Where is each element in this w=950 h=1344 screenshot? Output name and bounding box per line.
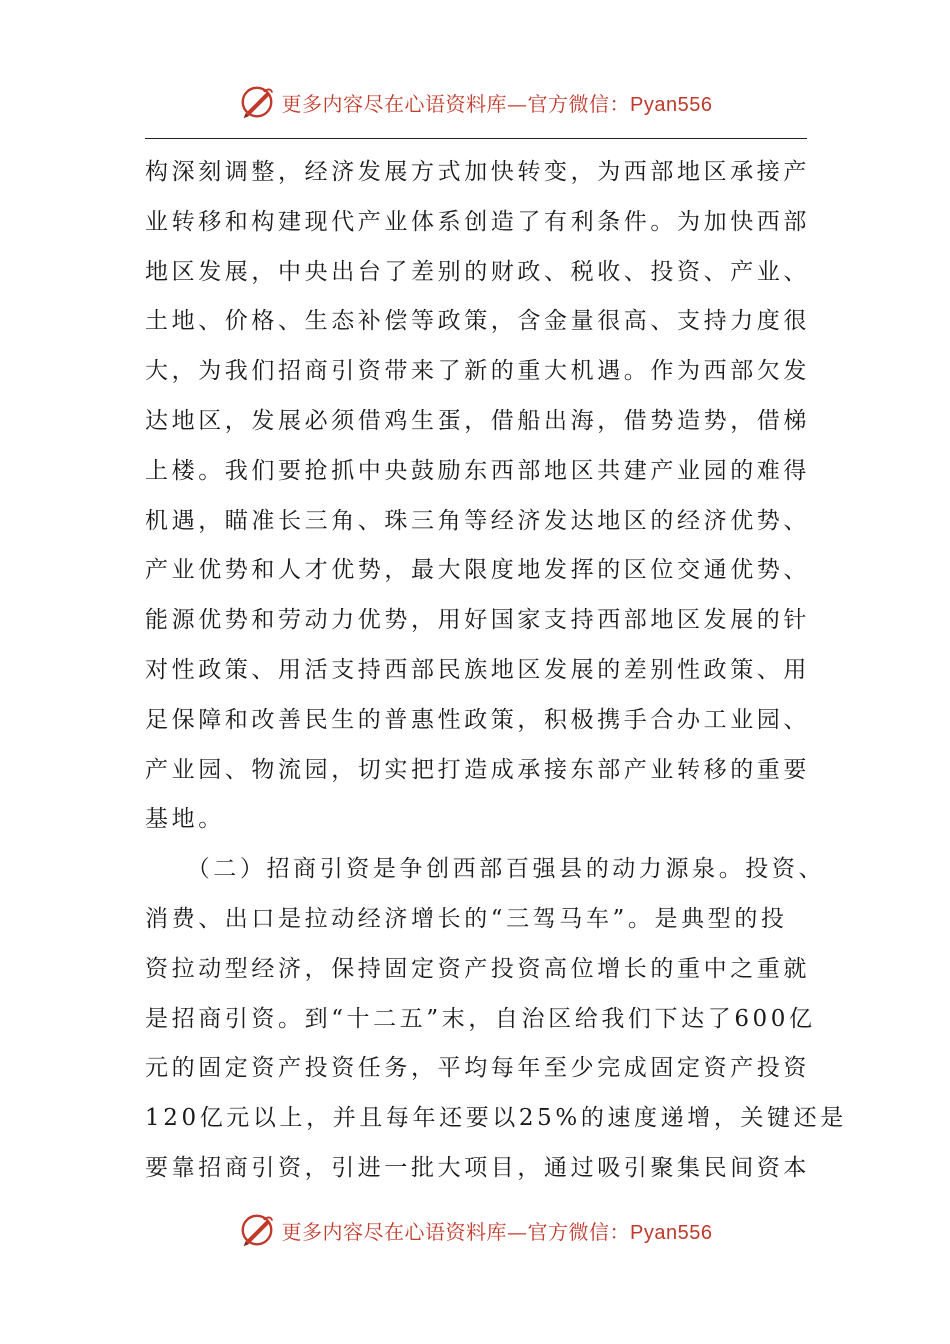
header-banner-text: 更多内容尽在心语资料库—官方微信： <box>281 91 631 116</box>
body-line: 构深刻调整，经济发展方式加快转变，为西部地区承接产 <box>145 159 810 185</box>
body-line: 足保障和改善民生的普惠性政策，积极携手合办工业园、 <box>145 706 810 733</box>
body-line: 消费、出口是拉动经济增长的“三驾马车”。是典型的投 <box>145 905 788 932</box>
body-line: 上楼。我们要抢抓中央鼓励东西部地区共建产业园的难得 <box>145 457 810 484</box>
header-banner <box>0 80 950 124</box>
body-line: 要靠招商引资，引进一批大项目，通过吸引聚集民间资本 <box>145 1154 810 1181</box>
body-line: 资拉动型经济，保持固定资产投资高位增长的重中之重就 <box>145 955 810 982</box>
body-line: 元的固定资产投资任务，平均每年至少完成固定资产投资 <box>145 1055 810 1082</box>
body-line: 大，为我们招商引资带来了新的重大机遇。作为西部欠发 <box>145 358 810 385</box>
body-line: 基地。 <box>145 806 225 833</box>
document-body <box>145 148 847 1194</box>
body-line: 机遇，瞄准长三角、珠三角等经济发达地区的经济优势、 <box>145 507 810 534</box>
header-divider <box>145 138 807 139</box>
footer-banner-text: 更多内容尽在心语资料库—官方微信： <box>281 1219 631 1244</box>
body-line: 达地区，发展必须借鸡生蛋，借船出海，借势造势，借梯 <box>145 407 810 434</box>
body-line: 产业优势和人才优势，最大限度地发挥的区位交通优势、 <box>145 557 810 584</box>
section-heading-line: （二）招商引资是争创西部百强县的动力源泉。投资、 <box>145 856 826 883</box>
body-line: 能源优势和劳动力优势，用好国家支持西部地区发展的针 <box>145 607 810 634</box>
pen-logo-icon <box>238 83 276 121</box>
body-line: 是招商引资。到“十二五”末，自治区给我们下达了600亿 <box>145 1005 816 1032</box>
body-line: 地区发展，中央出台了差别的财政、税收、投资、产业、 <box>145 258 810 285</box>
footer-wechat-id: Pyan556 <box>630 1221 713 1244</box>
body-line: 业转移和构建现代产业体系创造了有利条件。为加快西部 <box>145 208 810 235</box>
header-wechat-id: Pyan556 <box>630 93 713 116</box>
pen-logo-icon <box>238 1211 276 1249</box>
body-line: 对性政策、用活支持西部民族地区发展的差别性政策、用 <box>145 656 810 683</box>
body-line: 产业园、物流园，切实把打造成承接东部产业转移的重要 <box>145 756 810 783</box>
body-line: 120亿元以上，并且每年还要以25%的速度递增，关键还是 <box>145 1105 847 1132</box>
footer-banner <box>0 1208 950 1252</box>
body-line: 土地、价格、生态补偿等政策，含金量很高、支持力度很 <box>145 308 810 335</box>
